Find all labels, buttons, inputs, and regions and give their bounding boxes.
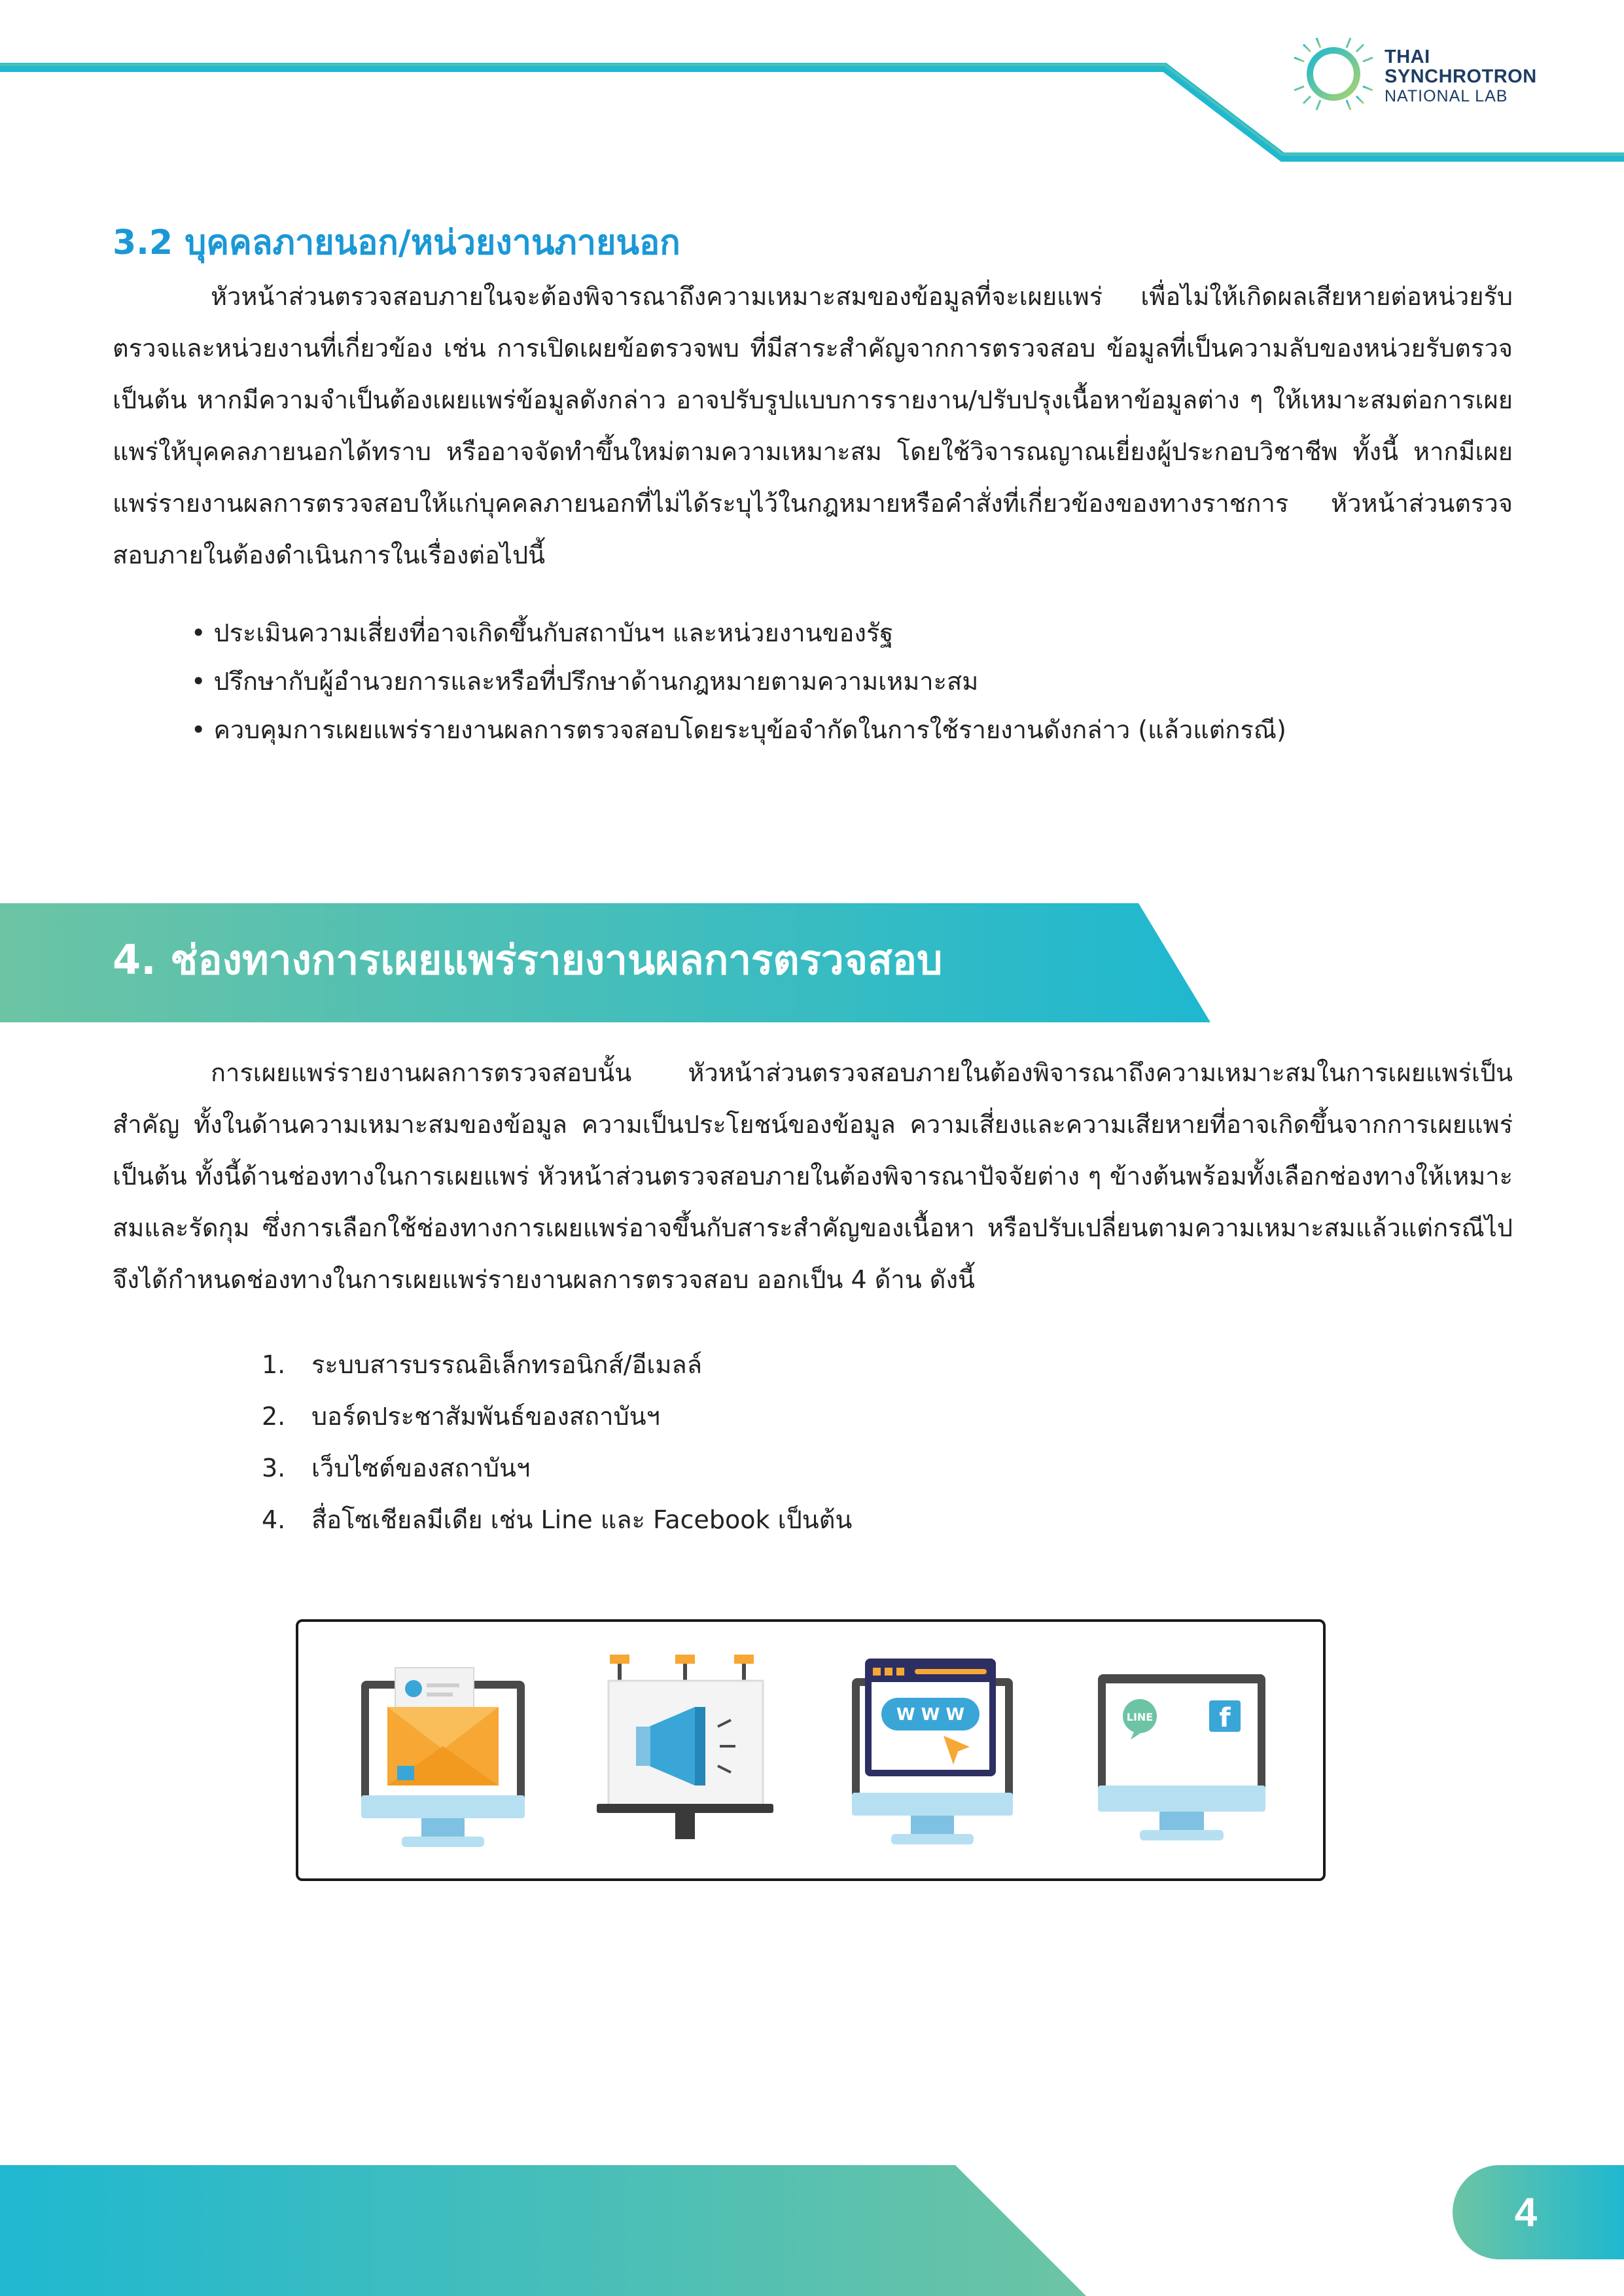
channel-list [262,1339,852,1546]
footer-band [0,2165,1624,2296]
channel-item [262,1494,852,1546]
channel-item [262,1391,852,1443]
section-3-2-paragraph-text: หัวหน้าส่วนตรวจสอบภายในจะต้องพิจารณาถึงความเหมาะสมของข้อมูลที่จะเผยแพร่ เพื่อไม่ให้เกิดผลเสียหายต่อหน่วยรับตรวจและหน่วยงานที่เกี่ยวข้อง เช่น การเปิดเผยข้อตรวจพบ ที่มีสาระสำคัญจากการตรวจสอบ ข้อมูลที่เป็นความลับของหน่วยรับตรวจ เป็นต้น หากมีความจำเป็นต้องเผยแพร่ข้อมูลดังกล่าว อาจปรับรูปแบบการรายงาน/ปรับปรุงเนื้อหาข้อมูลต่าง ๆ ให้เหมาะสมต่อการเผยแพร่ให้บุคคลภายนอกได้ทราบ หรืออาจจัดทำขึ้นใหม่ตามความเหมาะสม โดยใช้วิจารณญาณเยี่ยงผู้ประกอบวิชาชีพ ทั้งนี้ หากมีเผยแพร่รายงานผลการตรวจสอบให้แก่บุคคลภายนอกที่ไม่ได้ระบุไว้ในกฎหมายหรือคำสั่งที่เกี่ยวข้องของทางราชการ หัวหน้าส่วนตรวจสอบภายในต้องดำเนินการในเรื่องต่อไปนี้ [113,282,1513,569]
channel-item-text: สื่อโซเชียลมีเดีย เช่น Line และ Facebook เป็นต้น [311,1505,853,1534]
bullet-item: • ประเมินความเสี่ยงที่อาจเกิดขึ้นกับสถาบันฯ และหน่วยงานของรัฐ [191,609,1286,657]
section-4-paragraph-text: การเผยแพร่รายงานผลการตรวจสอบนั้น หัวหน้าส่วนตรวจสอบภายในต้องพิจารณาถึงความเหมาะสมในการเผยแพร่เป็นสำคัญ ทั้งในด้านความเหมาะสมของข้อมูล ความเป็นประโยชน์ของข้อมูล ความเสี่ยงและความเสียหายที่อาจเกิดขึ้นจากการเผยแพร่ เป็นต้น ทั้งนี้ด้านช่องทางในการเผยแพร่ หัวหน้าส่วนตรวจสอบภายในต้องพิจารณาปัจจัยต่าง ๆ ข้างต้นพร้อมทั้งเลือกช่องทางให้เหมาะสมและรัดกุม ซึ่งการเลือกใช้ช่องทางการเผยแพร่อาจขึ้นกับสาระสำคัญของเนื้อหา หรือปรับเปลี่ยนตามความเหมาะสมแล้วแต่กรณีไป จึงได้กำหนดช่องทางในการเผยแพร่รายงานผลการตรวจสอบ ออกเป็น 4 ด้าน ดังนี้ [113,1058,1513,1294]
channel-icons-box [296,1619,1326,1881]
logo-line-3: NATIONAL LAB [1385,87,1508,105]
synchrotron-logo [1288,31,1562,117]
channel-item-number: 3. [262,1454,286,1482]
logo-line-1: THAI [1385,46,1430,67]
email-monitor-icon [361,1668,525,1847]
section-3-2-bullet-list [191,609,1286,754]
megaphone-board-icon [597,1655,773,1839]
channel-item-text: บอร์ดประชาสัมพันธ์ของสถาบันฯ [311,1402,660,1431]
website-monitor-icon [852,1659,1013,1844]
channel-item-number: 4. [262,1505,286,1534]
social-media-monitor-icon [1098,1674,1265,1840]
channel-item [262,1339,852,1391]
section-4-heading: 4. ช่องทางการเผยแพร่รายงานผลการตรวจสอบ [113,936,943,984]
line-label: LINE [1126,1711,1154,1723]
section-3-2-paragraph [113,271,1513,581]
bullet-item: • ควบคุมการเผยแพร่รายงานผลการตรวจสอบโดยระบุข้อจำกัดในการใช้รายงานดังกล่าว (แล้วแต่กรณี) [191,706,1286,754]
channel-item [262,1443,852,1494]
www-label: W W W [896,1705,965,1725]
section-3-2-heading: 3.2 บุคคลภายนอก/หน่วยงานภายนอก [113,223,680,262]
bullet-item: • ปรึกษากับผู้อำนวยการและหรือที่ปรึกษาด้านกฎหมายตามความเหมาะสม [191,657,1286,706]
section-4-paragraph [113,1047,1513,1306]
synchrotron-ring-icon [1288,31,1379,117]
channel-item-number: 2. [262,1402,286,1431]
page-number: 4 [1514,2189,1538,2235]
channel-item-number: 1. [262,1350,286,1379]
channel-item-text: เว็บไซต์ของสถาบันฯ [311,1454,531,1482]
channel-item-text: ระบบสารบรรณอิเล็กทรอนิกส์/อีเมลล์ [311,1350,702,1379]
logo-line-2: SYNCHROTRON [1385,66,1537,87]
facebook-label: f [1219,1703,1231,1733]
